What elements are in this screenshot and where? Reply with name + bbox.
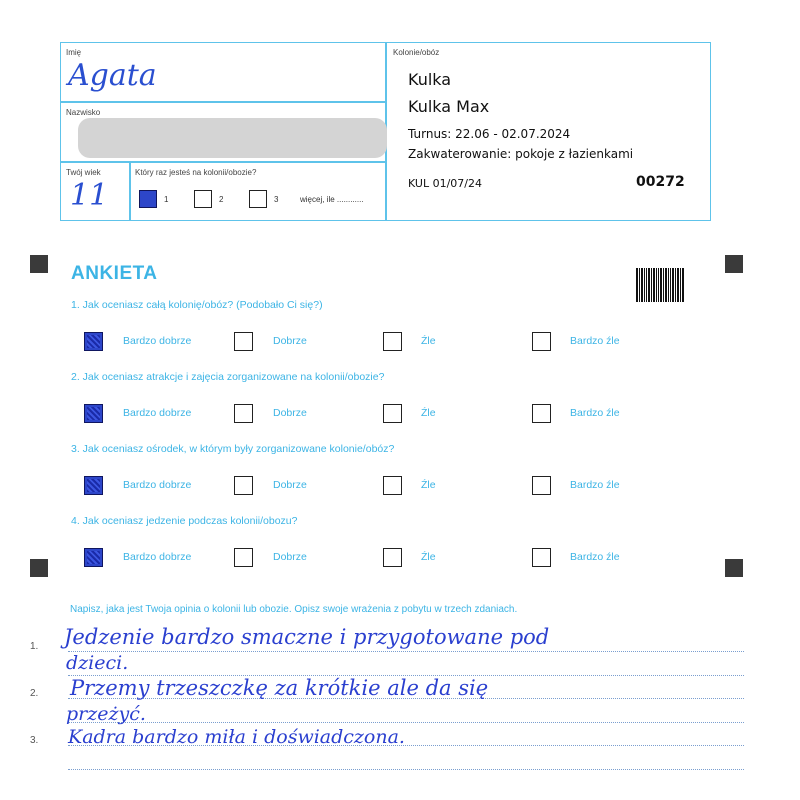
answer-line-1b[interactable]: dzieci. [66,652,129,674]
q3-label-zle: Źle [421,479,436,491]
q4-option-bardzo-zle[interactable] [532,548,551,567]
answer-line-2b[interactable]: przeżyć. [66,703,146,725]
q3-option-dobrze[interactable] [234,476,253,495]
q2-label-dobrze: Dobrze [273,407,307,419]
q1-label-zle: Źle [421,335,436,347]
imie-value[interactable]: Agata [68,58,157,93]
registration-marker [725,559,743,577]
line-number-3: 3. [30,735,39,746]
question-4: 4. Jak oceniasz jedzenie podczas kolonii/obozu? [71,515,298,527]
q2-label-zle: Źle [421,407,436,419]
q4-label-bardzo-dobrze: Bardzo dobrze [123,551,192,563]
q3-label-bardzo-dobrze: Bardzo dobrze [123,479,192,491]
ktory-raz-option-2: 2 [219,195,224,204]
opinion-instruction: Napisz, jaka jest Twoja opinia o kolonii lub obozie. Opisz swoje wrażenia z pobytu w trzech zdaniach. [70,604,518,615]
q4-label-zle: Źle [421,551,436,563]
survey-title: ANKIETA [71,263,158,284]
camp-name-2: Kulka Max [408,97,490,116]
ktory-raz-checkbox-1[interactable] [139,190,157,208]
divider [60,101,386,103]
ktory-raz-checkbox-2[interactable] [194,190,212,208]
registration-marker [725,255,743,273]
question-2: 2. Jak oceniasz atrakcje i zajęcia zorganizowane na kolonii/obozie? [71,371,385,383]
ktory-raz-option-1: 1 [164,195,169,204]
q3-label-dobrze: Dobrze [273,479,307,491]
q4-option-dobrze[interactable] [234,548,253,567]
q4-option-bardzo-dobrze[interactable] [84,548,103,567]
answer-line-3[interactable]: Kadra bardzo miła i doświadczona. [68,726,405,748]
ktory-raz-option-more: więcej, ile ............ [300,195,364,204]
ktory-raz-option-3: 3 [274,195,279,204]
q1-label-bardzo-dobrze: Bardzo dobrze [123,335,192,347]
q3-option-bardzo-zle[interactable] [532,476,551,495]
q4-option-zle[interactable] [383,548,402,567]
ktory-raz-label: Który raz jesteś na kolonii/obozie? [135,168,257,177]
q4-label-bardzo-zle: Bardzo źle [570,551,620,563]
writing-line [68,769,744,770]
q3-option-zle[interactable] [383,476,402,495]
q3-label-bardzo-zle: Bardzo źle [570,479,620,491]
q2-label-bardzo-dobrze: Bardzo dobrze [123,407,192,419]
q4-label-dobrze: Dobrze [273,551,307,563]
divider [129,161,131,221]
zakwaterowanie: Zakwaterowanie: pokoje z łazienkami [408,147,634,161]
q2-option-bardzo-zle[interactable] [532,404,551,423]
q3-option-bardzo-dobrze[interactable] [84,476,103,495]
q2-label-bardzo-zle: Bardzo źle [570,407,620,419]
question-1: 1. Jak oceniasz całą kolonię/obóz? (Podobało Ci się?) [71,299,323,311]
question-3: 3. Jak oceniasz ośrodek, w którym były zorganizowane kolonie/obóz? [71,443,395,455]
answer-line-1[interactable]: Jedzenie bardzo smaczne i przygotowane pod [64,625,550,649]
line-number-1: 1. [30,641,39,652]
q2-option-bardzo-dobrze[interactable] [84,404,103,423]
camp-code: KUL 01/07/24 [408,177,482,190]
q2-option-zle[interactable] [383,404,402,423]
wiek-value[interactable]: 11 [70,178,109,213]
registration-marker [30,255,48,273]
turnus: Turnus: 22.06 - 02.07.2024 [408,127,571,141]
registration-marker [30,559,48,577]
form-number: 00272 [636,174,685,190]
line-number-2: 2. [30,688,39,699]
redacted-surname [78,118,387,158]
q1-label-bardzo-zle: Bardzo źle [570,335,620,347]
q1-option-bardzo-dobrze[interactable] [84,332,103,351]
barcode [636,268,690,302]
nazwisko-label: Nazwisko [66,108,101,117]
q1-option-zle[interactable] [383,332,402,351]
q1-option-bardzo-zle[interactable] [532,332,551,351]
writing-line [68,722,744,723]
kolonie-label: Kolonie/obóz [393,48,440,57]
answer-line-2[interactable]: Przemy trzeszczkę za krótkie ale da się [70,676,489,700]
q1-option-dobrze[interactable] [234,332,253,351]
wiek-label: Twój wiek [66,168,101,177]
q1-label-dobrze: Dobrze [273,335,307,347]
writing-line [68,651,744,652]
ktory-raz-checkbox-3[interactable] [249,190,267,208]
camp-name: Kulka [408,70,452,89]
imie-label: Imię [66,48,82,57]
divider [60,161,386,163]
q2-option-dobrze[interactable] [234,404,253,423]
